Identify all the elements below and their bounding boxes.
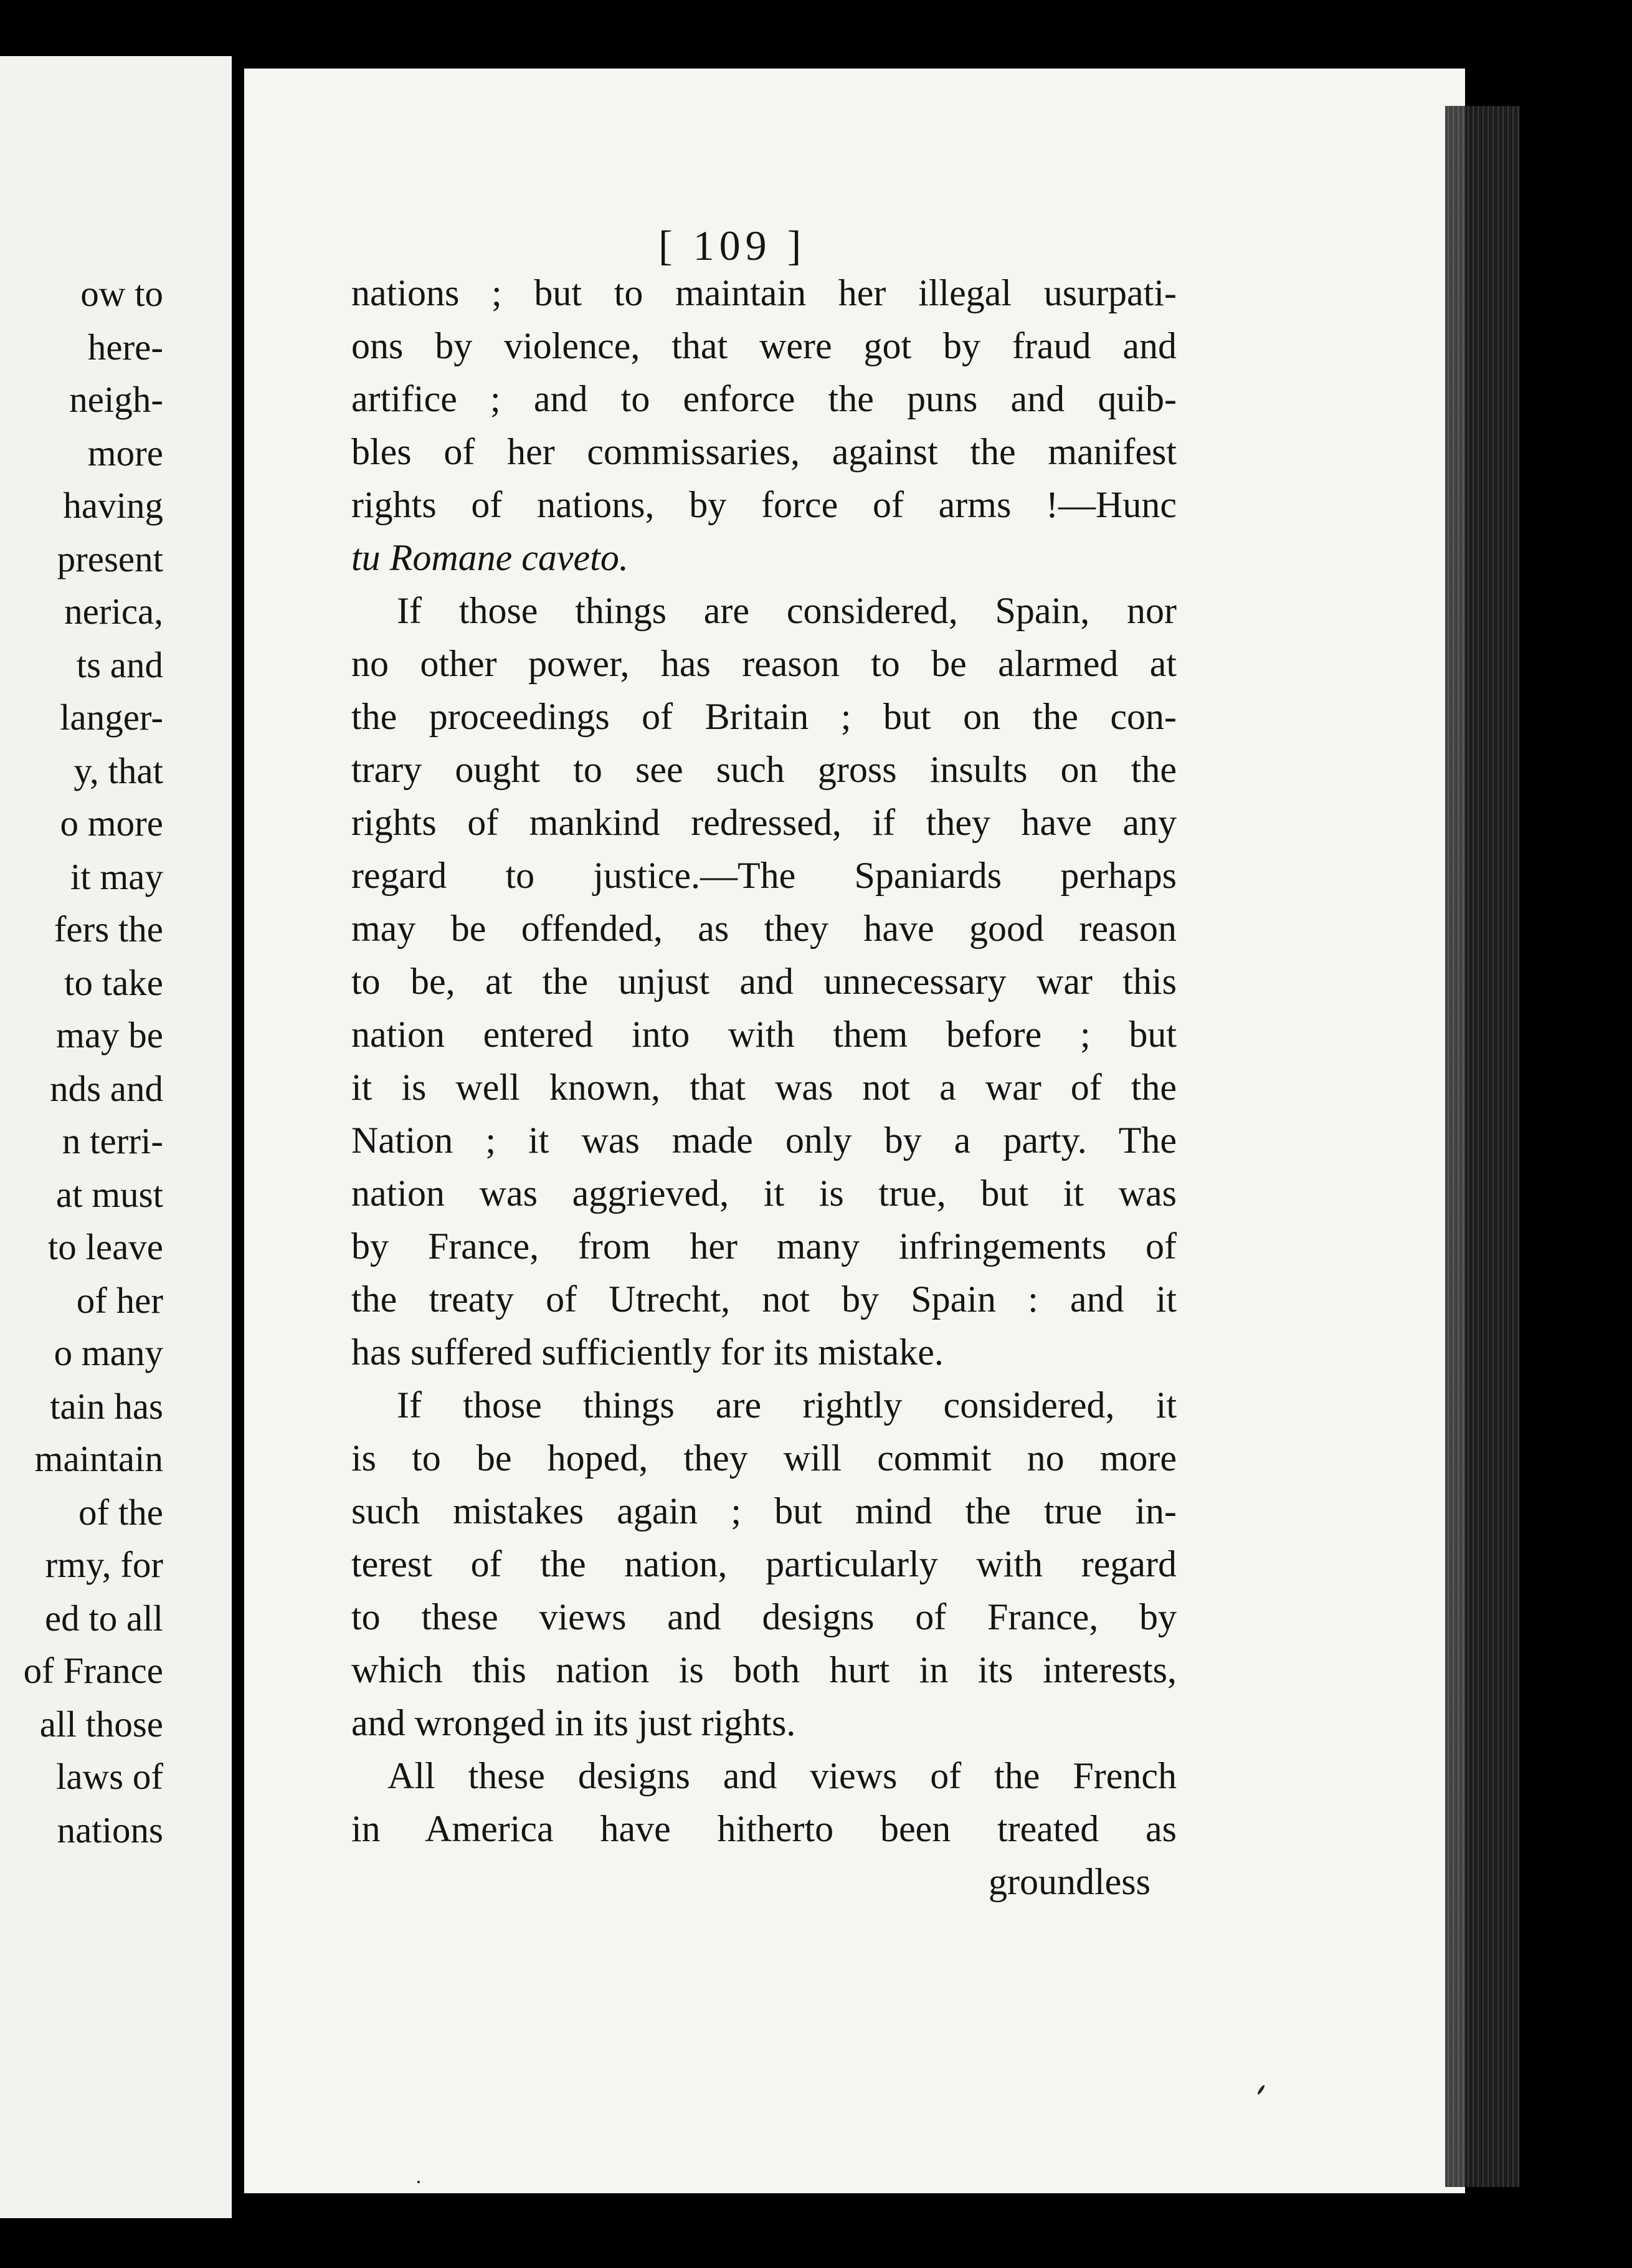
facing-line: of the (78, 1492, 163, 1533)
facing-line: neigh- (69, 379, 163, 420)
facing-line: ts and (76, 644, 163, 685)
facing-line: nds and (50, 1068, 163, 1109)
text-line: All these designs and views of the French (387, 1755, 1177, 1796)
text-line: the proceedings of Britain ; but on the con- (351, 696, 1177, 737)
facing-line: of France (23, 1650, 163, 1691)
facing-line: it may (70, 856, 163, 897)
text-line: nation was aggrieved, it is true, but it was (351, 1173, 1177, 1214)
facing-line: ed to all (44, 1598, 163, 1639)
facing-page-left (0, 56, 232, 2218)
text-line: trary ought to see such gross insults on the (351, 749, 1177, 790)
facing-line: having (63, 485, 163, 526)
facing-line: nations (57, 1809, 163, 1851)
text-line: If those things are considered, Spain, nor (397, 590, 1177, 631)
text-line: rights of nations, by force of arms !—Hunc (351, 484, 1177, 525)
text-line: rights of mankind redressed, if they have any (351, 802, 1177, 843)
book-fore-edge (1445, 106, 1520, 2187)
text-line: ons by violence, that were got by fraud and (351, 325, 1177, 366)
facing-line: present (57, 538, 163, 579)
text-line: nations ; but to maintain her illegal usurpati- (351, 272, 1177, 313)
facing-line: ow to (80, 273, 163, 314)
text-line: the treaty of Utrecht, not by Spain : and it (351, 1279, 1177, 1320)
facing-line: o more (60, 803, 163, 844)
text-line: is to be hoped, they will commit no more (351, 1437, 1177, 1479)
facing-line: y, that (74, 750, 163, 791)
text-line: tu Romane caveto. (351, 537, 629, 578)
facing-line: maintain (34, 1438, 163, 1479)
text-line: terest of the nation, particularly with regard (351, 1543, 1177, 1584)
facing-line: fers the (54, 908, 163, 950)
facing-line: here- (87, 326, 163, 368)
text-line: no other power, has reason to be alarmed at (351, 643, 1177, 684)
text-line: to these views and designs of France, by (351, 1596, 1177, 1637)
text-line: and wronged in its just rights. (351, 1702, 796, 1743)
facing-line: tain has (50, 1386, 163, 1427)
text-line: If those things are rightly considered, it (397, 1384, 1177, 1426)
book-page (244, 69, 1465, 2193)
text-line: has suffered sufficiently for its mistake. (351, 1332, 944, 1373)
facing-line: o many (54, 1332, 163, 1373)
facing-line: n terri- (62, 1120, 163, 1161)
text-line: it is well known, that was not a war of the (351, 1067, 1177, 1108)
text-line: by France, from her many infringements of (351, 1226, 1177, 1267)
facing-line: laws of (55, 1756, 163, 1797)
text-line: artifice ; and to enforce the puns and quib- (351, 378, 1177, 419)
text-line: to be, at the unjust and unnecessary war this (351, 961, 1177, 1002)
facing-line: of her (76, 1280, 163, 1321)
text-line: in America have hitherto been treated as (351, 1808, 1177, 1849)
text-line: bles of her commissaries, against the manifest (351, 431, 1177, 472)
page-number: [ 109 ] (658, 222, 807, 269)
facing-line: may be (55, 1014, 163, 1055)
text-line: Nation ; it was made only by a party. The (351, 1120, 1177, 1161)
facing-line: langer- (60, 697, 163, 738)
catchword: groundless (989, 1861, 1150, 1902)
text-line: regard to justice.—The Spaniards perhaps (351, 855, 1177, 896)
ink-speck (1256, 2084, 1265, 2095)
text-line: such mistakes again ; but mind the true in- (351, 1490, 1177, 1532)
text-line: which this nation is both hurt in its interests, (351, 1649, 1177, 1690)
ink-speck (417, 2181, 420, 2183)
text-line: nation entered into with them before ; but (351, 1014, 1177, 1055)
facing-line: nerica, (64, 591, 163, 632)
facing-line: all those (39, 1703, 163, 1745)
facing-line: at must (55, 1174, 163, 1215)
facing-line: to take (64, 962, 163, 1003)
facing-line: more (87, 432, 163, 474)
text-line: may be offended, as they have good reason (351, 908, 1177, 949)
facing-line: rmy, for (45, 1544, 163, 1585)
facing-line: to leave (47, 1226, 163, 1267)
